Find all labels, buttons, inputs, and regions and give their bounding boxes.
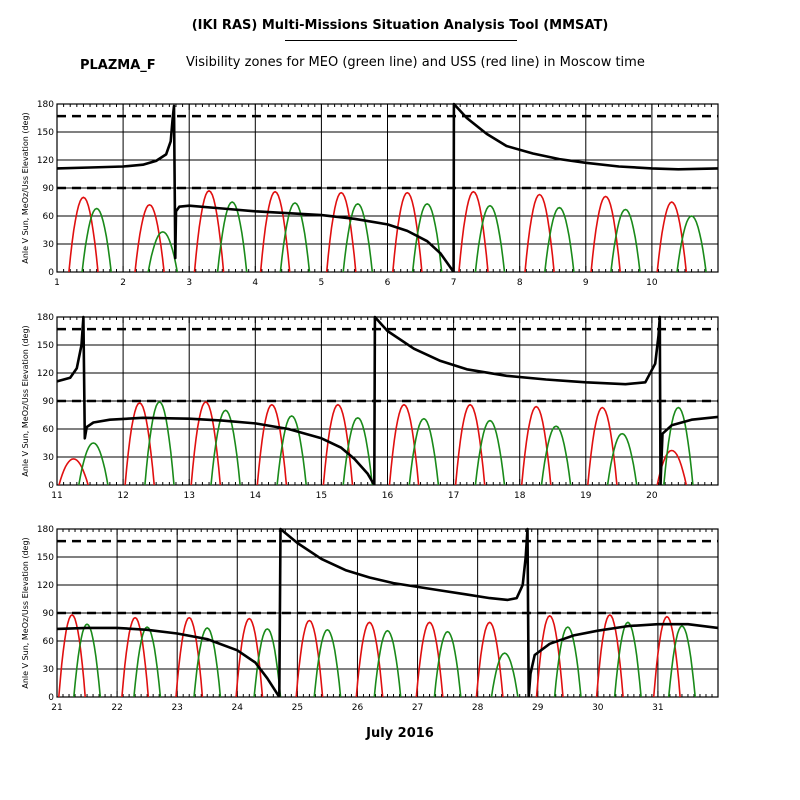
y-tick-label: 0 bbox=[48, 481, 54, 491]
y-tick-label: 150 bbox=[36, 128, 54, 138]
y-tick-label: 0 bbox=[48, 268, 54, 278]
y-axis-label: Anle V Sun, MeOz/Uss Elevation (deg) bbox=[21, 537, 30, 689]
series-line-red bbox=[59, 615, 680, 697]
y-tick-label: 90 bbox=[42, 397, 54, 407]
x-tick-label: 14 bbox=[249, 491, 262, 501]
x-tick-label: 28 bbox=[471, 703, 484, 713]
month-label: July 2016 bbox=[366, 726, 434, 741]
y-tick-label: 30 bbox=[42, 665, 54, 675]
x-tick-label: 6 bbox=[384, 278, 391, 288]
x-tick-label: 12 bbox=[117, 491, 129, 501]
y-tick-label: 120 bbox=[36, 156, 54, 166]
y-tick-label: 60 bbox=[42, 212, 54, 222]
y-tick-label: 90 bbox=[42, 609, 54, 619]
chart-panel-2 bbox=[21, 313, 718, 501]
series-line-green bbox=[79, 402, 693, 485]
x-tick-label: 21 bbox=[51, 703, 63, 713]
y-tick-label: 180 bbox=[36, 525, 54, 535]
x-tick-label: 4 bbox=[252, 278, 259, 288]
y-tick-label: 90 bbox=[42, 184, 54, 194]
chart-panel-1 bbox=[21, 100, 718, 288]
x-tick-label: 1 bbox=[54, 278, 60, 288]
series-line-red bbox=[69, 191, 686, 272]
y-tick-label: 0 bbox=[48, 693, 54, 703]
x-tick-label: 8 bbox=[516, 278, 523, 288]
y-tick-label: 30 bbox=[42, 453, 54, 463]
x-tick-label: 3 bbox=[186, 278, 193, 288]
x-tick-label: 30 bbox=[592, 703, 604, 713]
x-tick-label: 27 bbox=[411, 703, 424, 713]
y-tick-label: 60 bbox=[42, 637, 54, 647]
x-tick-label: 5 bbox=[318, 278, 325, 288]
x-tick-label: 16 bbox=[381, 491, 394, 501]
x-tick-label: 20 bbox=[646, 491, 658, 501]
y-tick-label: 180 bbox=[36, 313, 54, 323]
x-tick-label: 25 bbox=[291, 703, 304, 713]
chart-subtitle: Visibility zones for MEO (green line) and USS (red line) in Moscow time bbox=[186, 55, 645, 70]
x-tick-label: 10 bbox=[646, 278, 658, 288]
instrument-name: PLAZMA_F bbox=[80, 58, 156, 73]
x-tick-label: 29 bbox=[532, 703, 544, 713]
x-tick-label: 9 bbox=[582, 278, 589, 288]
x-tick-label: 19 bbox=[580, 491, 592, 501]
x-tick-label: 13 bbox=[183, 491, 195, 501]
y-tick-label: 30 bbox=[42, 240, 54, 250]
chart-panel-3 bbox=[21, 525, 718, 713]
y-tick-label: 60 bbox=[42, 425, 54, 435]
x-tick-label: 23 bbox=[171, 703, 183, 713]
y-tick-label: 120 bbox=[36, 581, 54, 591]
x-tick-label: 15 bbox=[315, 491, 328, 501]
page-title: (IKI RAS) Multi-Missions Situation Analysis Tool (MMSAT) bbox=[191, 18, 609, 33]
x-tick-label: 22 bbox=[111, 703, 123, 713]
y-tick-label: 150 bbox=[36, 553, 54, 563]
x-tick-label: 2 bbox=[120, 278, 126, 288]
x-tick-label: 17 bbox=[447, 491, 460, 501]
x-tick-label: 24 bbox=[231, 703, 243, 713]
y-axis-label: Anle V Sun, MeOz/Uss Elevation (deg) bbox=[21, 325, 30, 477]
y-tick-label: 180 bbox=[36, 100, 54, 110]
y-axis-label: Anle V Sun, MeOz/Uss Elevation (deg) bbox=[21, 112, 30, 264]
y-tick-label: 150 bbox=[36, 341, 54, 351]
y-tick-label: 120 bbox=[36, 369, 54, 379]
x-tick-label: 26 bbox=[351, 703, 364, 713]
x-tick-label: 31 bbox=[652, 703, 664, 713]
x-tick-label: 18 bbox=[513, 491, 526, 501]
x-tick-label: 7 bbox=[450, 278, 457, 288]
x-tick-label: 11 bbox=[51, 491, 63, 501]
